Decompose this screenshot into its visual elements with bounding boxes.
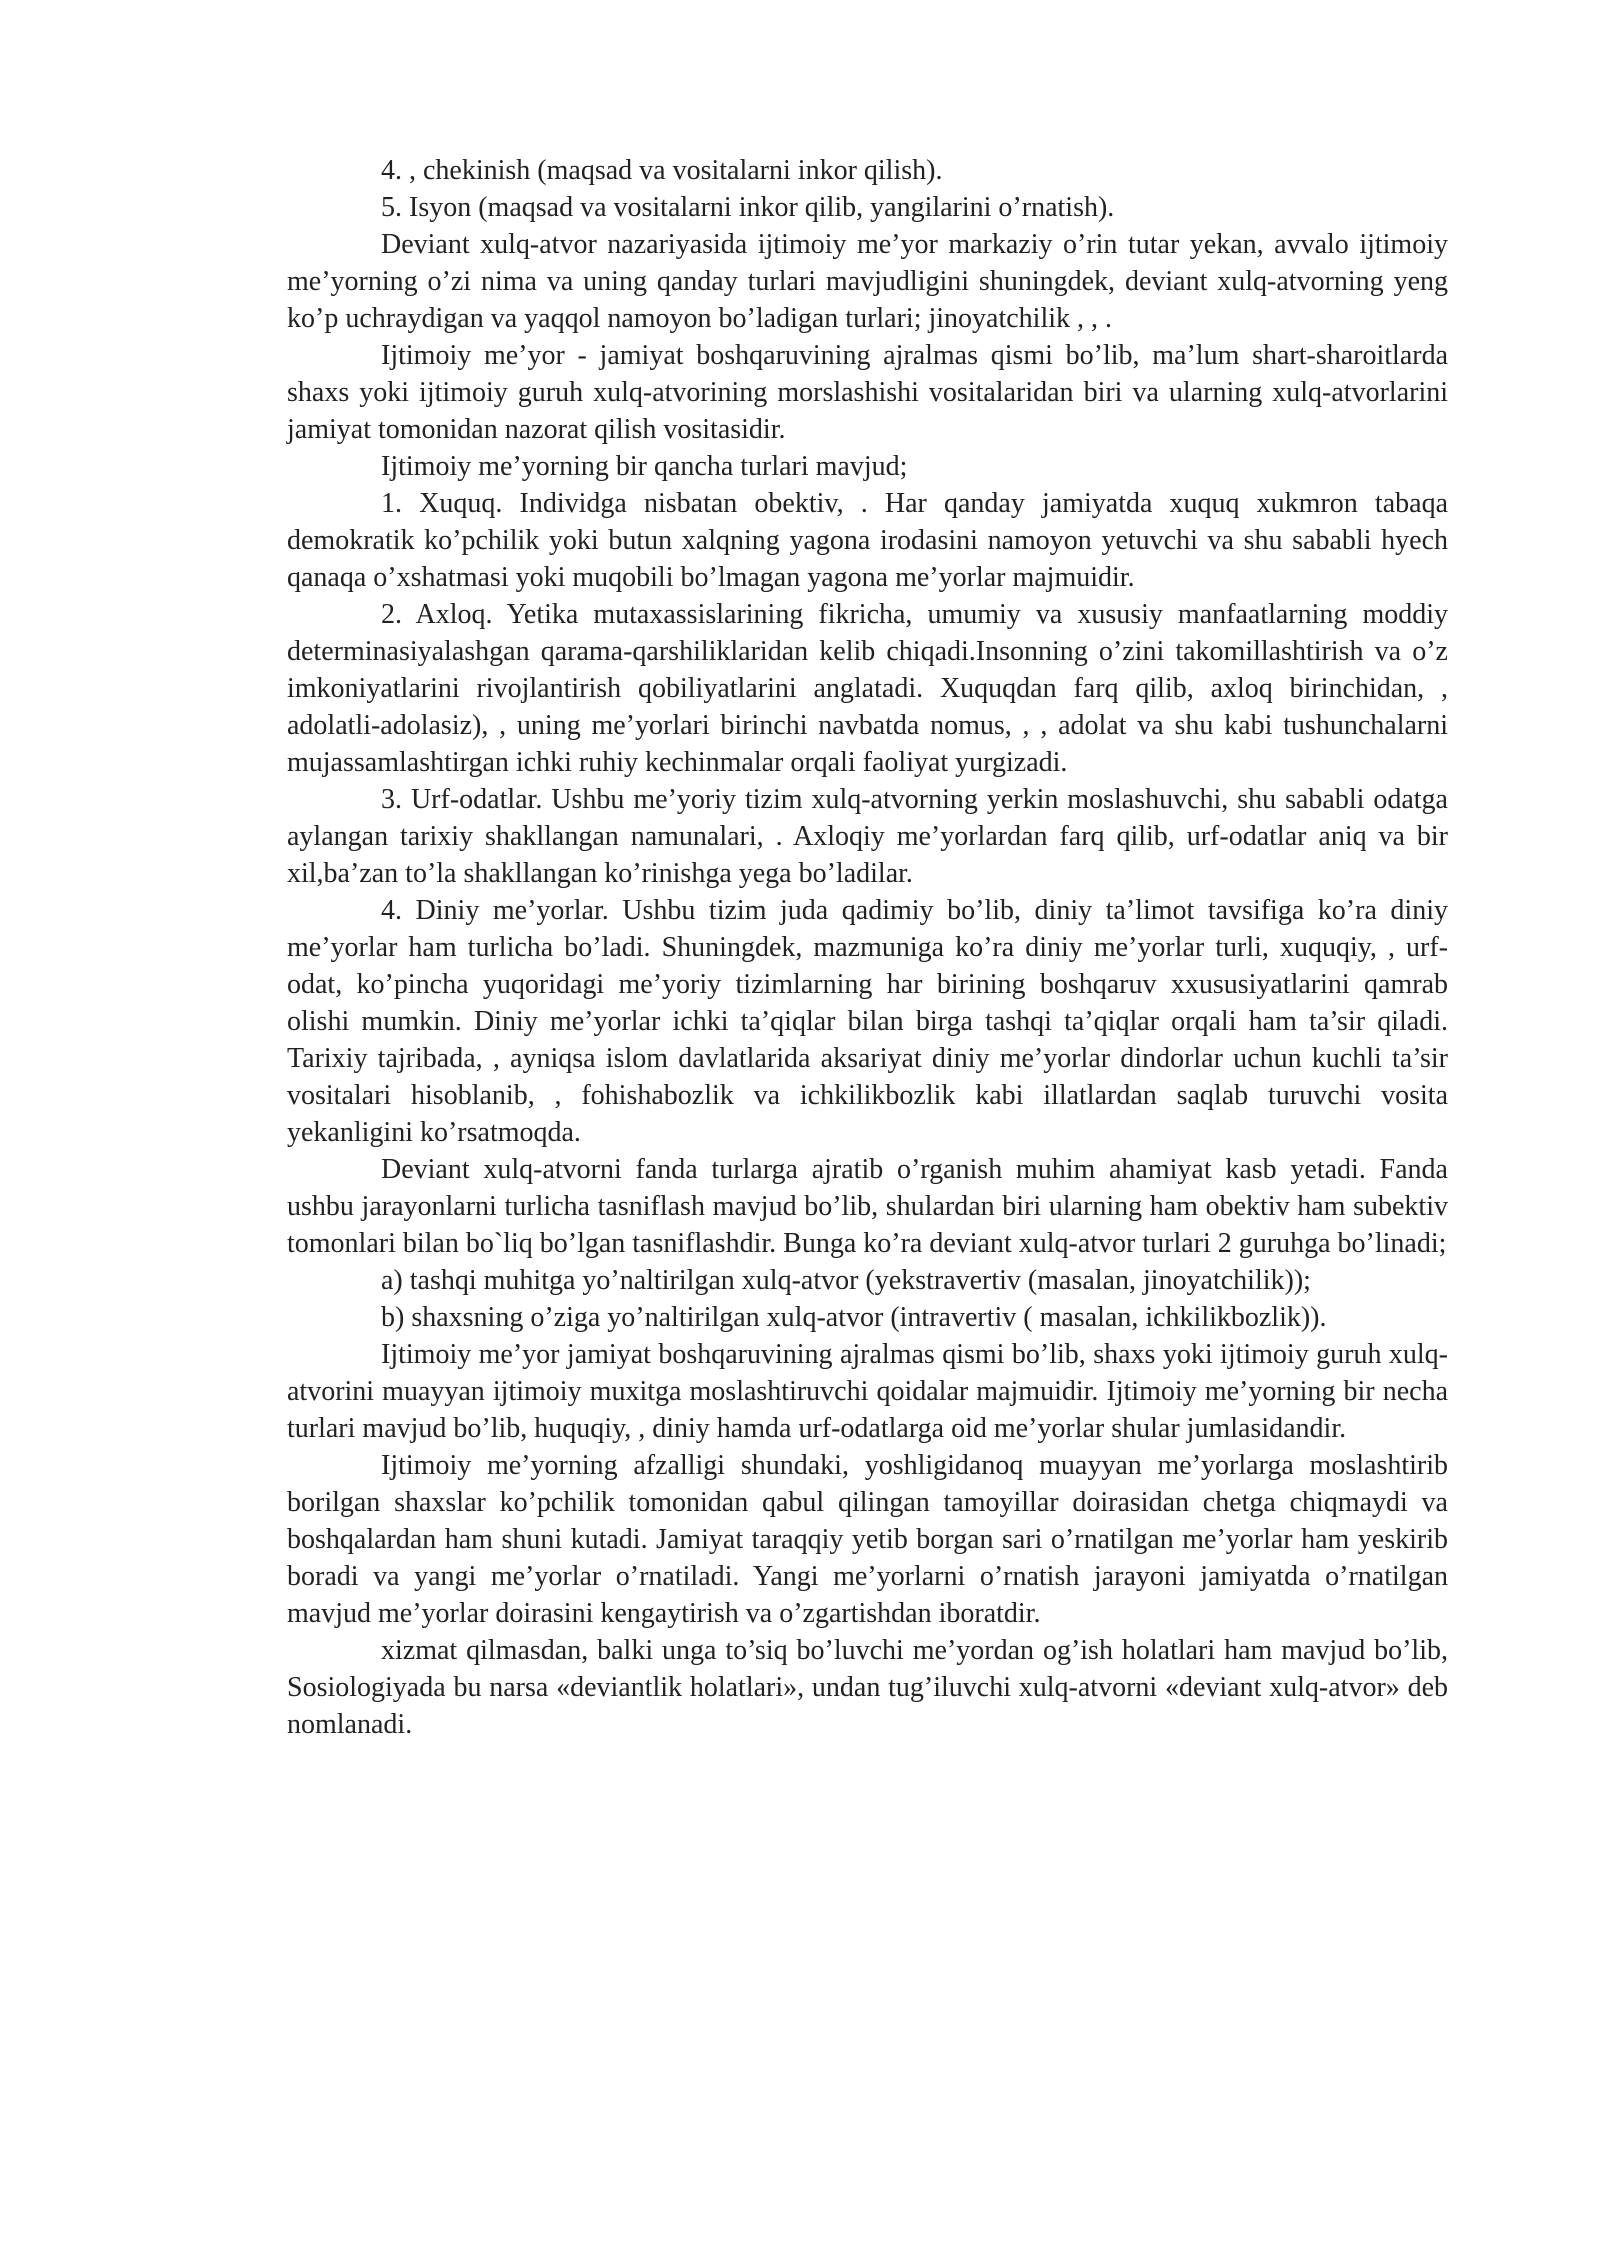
paragraph-2: 5. Isyon (maqsad va vositalarni inkor qilib, yangilarini o’rnatish). (381, 192, 1115, 223)
paragraph-14: Ijtimoiy me’yorning afzalligi shundaki, yoshligidanoq muayyan me’yorlarga moslashtirib borilgan shaxslar ko’pchilik tomonidan qabul qilingan tamoyillar doirasidan chetga chiqmaydi va boshqalardan ham shuni kutadi. Jamiyat taraqqiy yetib borgan sari o’rnatilgan me’yorlar ham yeskirib boradi va yangi me’yorlar o’rnatiladi. Yangi me’yorlarni o’rnatish jarayoni jamiyatda o’rnatilgan mavjud me’yorlar doirasini kengaytirish va o’zgartishdan iboratdir. (287, 1450, 1448, 1629)
paragraph-11: a) tashqi muhitga yo’naltirilgan xulq-atvor (yekstravertiv (masalan, jinoyatchilik)); (381, 1265, 1311, 1296)
paragraph-9: 4. Diniy me’yorlar. Ushbu tizim juda qadimiy bo’lib, diniy ta’limot tavsifiga ko’ra diniy me’yorlar ham turlicha bo’ladi. Shuningdek, mazmuniga ko’ra diniy me’yorlar turli, xuquqiy, , urf-odat, ko’pincha yuqoridagi me’yoriy tizimlarning har birining boshqaruv xxususiyatlarini qamrab olishi mumkin. Diniy me’yorlar ichki ta’qiqlar bilan birga tashqi ta’qiqlar orqali ham ta’sir qiladi. Tarixiy tajribada, , ayniqsa islom davlatlarida aksariyat diniy me’yorlar dindorlar uchun kuchli ta’sir vositalari hisoblanib, , fohishabozlik va ichkilikbozlik kabi illatlardan saqlab turuvchi vosita yekanligini ko’rsatmoqda. (287, 895, 1448, 1148)
paragraph-12: b) shaxsning o’ziga yo’naltirilgan xulq-atvor (intravertiv ( masalan, ichkilikbozlik)). (381, 1302, 1327, 1333)
paragraph-15: xizmat qilmasdan, balki unga to’siq bo’luvchi me’yordan og’ish holatlari ham mavjud bo’lib, Sosiologiyada bu narsa «deviantlik holatlari», undan tug’iluvchi xulq-atvorni «deviant xulq-atvor» deb nomlanadi. (287, 1635, 1448, 1740)
paragraph-4: Ijtimoiy me’yor - jamiyat boshqaruvining ajralmas qismi bo’lib, ma’lum shart-sharoitlarda shaxs yoki ijtimoiy guruh xulq-atvorining morslashishi vositalaridan biri va ularning xulq-atvorlarini jamiyat tomonidan nazorat qilish vositasidir. (287, 340, 1448, 445)
paragraph-3: Deviant xulq-atvor nazariyasida ijtimoiy me’yor markaziy o’rin tutar yekan, avvalo ijtimoiy me’yorning o’zi nima va uning qanday turlari mavjudligini shuningdek, deviant xulq-atvorning yeng ko’p uchraydigan va yaqqol namoyon bo’ladigan turlari; jinoyatchilik , , . (287, 229, 1448, 334)
paragraph-13: Ijtimoiy me’yor jamiyat boshqaruvining ajralmas qismi bo’lib, shaxs yoki ijtimoiy guruh xulq-atvorini muayyan ijtimoiy muxitga moslashtiruvchi qoidalar majmuidir. Ijtimoiy me’yorning bir necha turlari mavjud bo’lib, huquqiy, , diniy hamda urf-odatlarga oid me’yorlar shular jumlasidandir. (287, 1339, 1448, 1444)
paragraph-5: Ijtimoiy me’yorning bir qancha turlari mavjud; (381, 451, 908, 482)
document-body (287, 152, 1448, 1743)
paragraph-10: Deviant xulq-atvorni fanda turlarga ajratib o’rganish muhim ahamiyat kasb yetadi. Fanda ushbu jarayonlarni turlicha tasniflash mavjud bo’lib, shulardan biri ularning ham obektiv ham subektiv tomonlari bilan bo`liq bo’lgan tasniflashdir. Bunga ko’ra deviant xulq-atvor turlari 2 guruhga bo’linadi; (287, 1154, 1448, 1259)
paragraph-1: 4. , chekinish (maqsad va vositalarni inkor qilish). (381, 155, 943, 186)
paragraph-6: 1. Xuquq. Individga nisbatan obektiv, . Har qanday jamiyatda xuquq xukmron tabaqa demokratik ko’pchilik yoki butun xalqning yagona irodasini namoyon yetuvchi va shu sababli hyech qanaqa o’xshatmasi yoki muqobili bo’lmagan yagona me’yorlar majmuidir. (287, 488, 1448, 593)
paragraph-7: 2. Axloq. Yetika mutaxassislarining fikricha, umumiy va xususiy manfaatlarning moddiy determinasiyalashgan qarama-qarshiliklaridan kelib chiqadi.Insonning o’zini takomillashtirish va o’z imkoniyatlarini rivojlantirish qobiliyatlarini anglatadi. Xuquqdan farq qilib, axloq birinchidan, , adolatli-adolasiz), , uning me’yorlari birinchi navbatda nomus, , , adolat va shu kabi tushunchalarni mujassamlashtirgan ichki ruhiy kechinmalar orqali faoliyat yurgizadi. (287, 599, 1448, 778)
paragraph-8: 3. Urf-odatlar. Ushbu me’yoriy tizim xulq-atvorning yerkin moslashuvchi, shu sababli odatga aylangan tarixiy shakllangan namunalari, . Axloqiy me’yorlardan farq qilib, urf-odatlar aniq va bir xil,ba’zan to’la shakllangan ko’rinishga yega bo’ladilar. (287, 784, 1448, 889)
